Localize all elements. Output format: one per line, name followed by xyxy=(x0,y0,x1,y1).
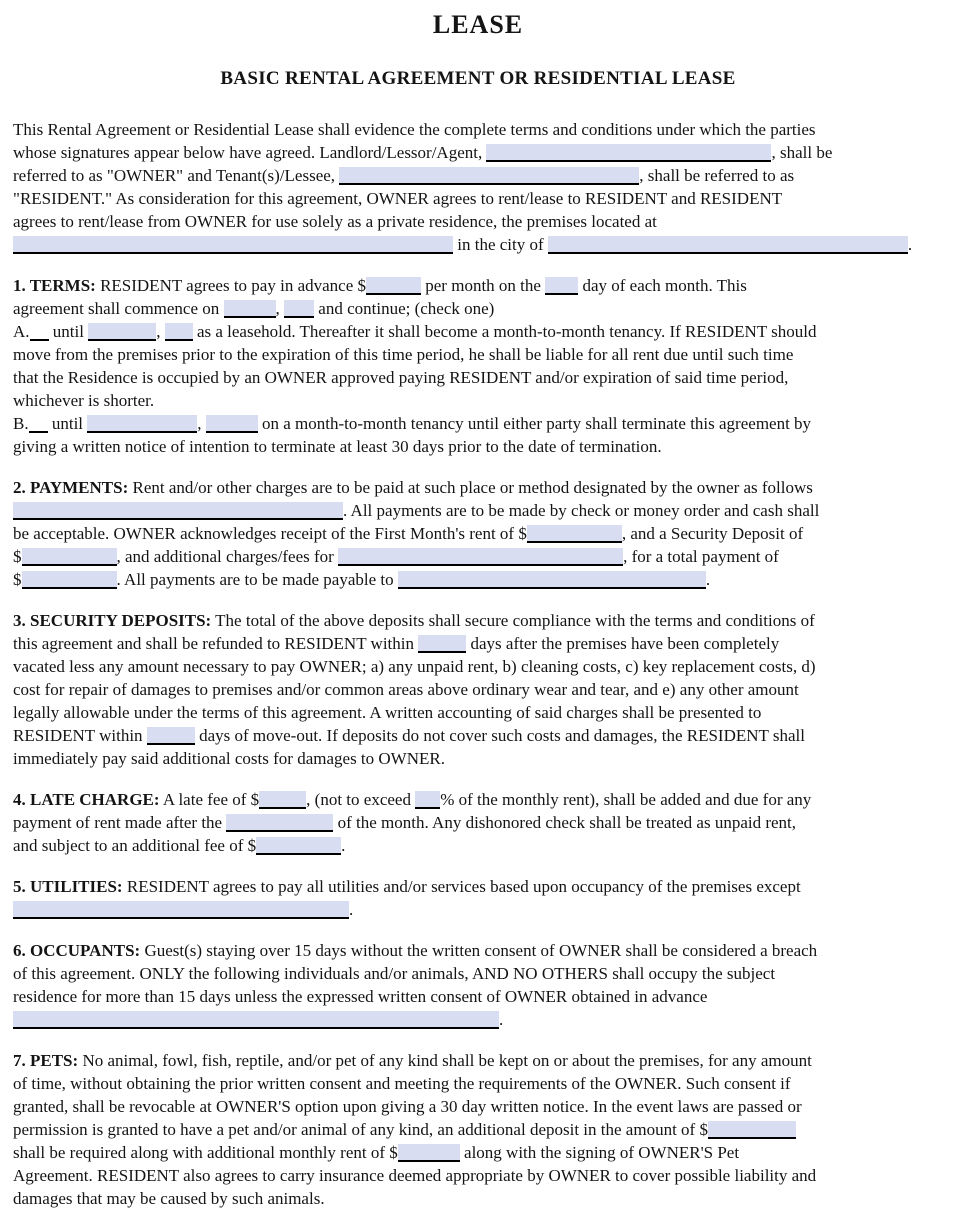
fillable-blank-field[interactable] xyxy=(418,635,466,653)
fillable-blank-field[interactable] xyxy=(398,1144,460,1162)
text-line: Agreement. RESIDENT also agrees to carry insurance deemed appropriate by OWNER to cover possible liability and xyxy=(13,1166,817,1185)
text-line: 6. OCCUPANTS: Guest(s) staying over 15 days without the written consent of OWNER shall be considered a breach xyxy=(13,941,818,960)
blank-underline xyxy=(29,419,48,433)
paragraph-intro xyxy=(13,118,943,256)
paragraph-pets xyxy=(13,1049,943,1208)
paragraph-security-deposits xyxy=(13,609,943,770)
fillable-blank-field[interactable] xyxy=(284,300,314,318)
fillable-blank-field[interactable] xyxy=(224,300,276,318)
text-line: 2. PAYMENTS: Rent and/or other charges are to be paid at such place or method designated by the owner as follows xyxy=(13,478,813,497)
fillable-blank-field[interactable] xyxy=(13,502,343,520)
fillable-blank-field[interactable] xyxy=(415,791,440,809)
fillable-blank-field[interactable] xyxy=(339,167,639,185)
paragraph-terms xyxy=(13,274,943,458)
text-line: move from the premises prior to the expiration of this time period, he shall be liable for all rent due until such time xyxy=(13,345,794,364)
text-line: that the Residence is occupied by an OWNER approved paying RESIDENT and/or expiration of said time period, xyxy=(13,368,789,387)
text-line: immediately pay said additional costs for damages to OWNER. xyxy=(13,749,445,768)
fillable-blank-field[interactable] xyxy=(147,727,195,745)
fillable-blank-field[interactable] xyxy=(87,415,197,433)
text-line: shall be required along with additional monthly rent of $ along with the signing of OWNER'S Pet xyxy=(13,1143,740,1162)
text-line: this agreement and shall be refunded to RESIDENT within days after the premises have been completely xyxy=(13,634,780,653)
paragraph-utilities xyxy=(13,875,943,921)
text-line: whichever is shorter. xyxy=(13,391,155,410)
text-line: cost for repair of damages to premises and/or common areas above ordinary wear and tear, and e) any other amount xyxy=(13,680,799,699)
text-line: of time, without obtaining the prior written consent and meeting the requirements of the OWNER. Such consent if xyxy=(13,1074,791,1093)
text-line: permission is granted to have a pet and/or animal of any kind, an additional deposit in the amount of $ xyxy=(13,1118,943,1141)
fillable-blank-field[interactable] xyxy=(256,837,341,855)
fillable-blank-field[interactable] xyxy=(88,323,156,341)
text-line: 7. PETS: No animal, fowl, fish, reptile, and/or pet of any kind shall be kept on or about the premises, for any amount xyxy=(13,1051,812,1070)
text-line: be acceptable. OWNER acknowledges receipt of the First Month's rent of $ , and a Security Deposit of xyxy=(13,524,804,543)
fillable-blank-field[interactable] xyxy=(206,415,258,433)
fillable-blank-field[interactable] xyxy=(165,323,193,341)
fillable-blank-field[interactable] xyxy=(22,548,117,566)
section-heading: 6. OCCUPANTS: xyxy=(13,941,141,960)
fillable-blank-field[interactable] xyxy=(13,1011,499,1029)
text-line: payment of rent made after the of the month. Any dishonored check shall be treated as unpaid rent, xyxy=(13,813,797,832)
fillable-blank-field[interactable] xyxy=(486,144,771,162)
section-heading: 7. PETS: xyxy=(13,1051,79,1070)
text-line: and subject to an additional fee of $ . xyxy=(13,836,346,855)
section-heading: 5. UTILITIES: xyxy=(13,877,123,896)
fillable-blank-field[interactable] xyxy=(13,901,349,919)
fillable-blank-field[interactable] xyxy=(398,571,706,589)
text-line: RESIDENT within days of move-out. If deposits do not cover such costs and damages, the RESIDENT shall xyxy=(13,726,805,745)
blank-underline xyxy=(30,327,49,341)
text-line: 3. SECURITY DEPOSITS: The total of the above deposits shall secure compliance with the terms and conditions of xyxy=(13,611,815,630)
paragraph-payments xyxy=(13,476,943,591)
fillable-blank-field[interactable] xyxy=(22,571,117,589)
text-line: vacated less any amount necessary to pay OWNER; a) any unpaid rent, b) cleaning costs, c) key replacement costs, d) xyxy=(13,657,816,676)
section-heading: 4. LATE CHARGE: xyxy=(13,790,160,809)
text-line: . xyxy=(13,898,943,921)
text-line: 5. UTILITIES: RESIDENT agrees to pay all utilities and/or services based upon occupancy of the premises except xyxy=(13,877,801,896)
text-line: This Rental Agreement or Residential Lease shall evidence the complete terms and conditions under which the parties xyxy=(13,120,816,139)
text-line: damages that may be caused by such animals. xyxy=(13,1189,325,1208)
fillable-blank-field[interactable] xyxy=(13,236,453,254)
text-line: legally allowable under the terms of this agreement. A written accounting of said charges shall be presented to xyxy=(13,703,762,722)
fillable-blank-field[interactable] xyxy=(226,814,333,832)
text-line: residence for more than 15 days unless the expressed written consent of OWNER obtained in advance xyxy=(13,987,708,1006)
document-title: LEASE xyxy=(432,10,524,39)
text-line: granted, shall be revocable at OWNER'S option upon giving a 30 day written notice. In the event laws are passed or xyxy=(13,1097,802,1116)
text-line: A. until , as a leasehold. Thereafter it shall become a month-to-month tenancy. If RESIDENT should xyxy=(13,322,817,341)
fillable-blank-field[interactable] xyxy=(545,277,578,295)
section-heading: 1. TERMS: xyxy=(13,276,96,295)
paragraph-late-charge xyxy=(13,788,943,857)
text-line: . All payments are to be made by check or money order and cash shall xyxy=(13,499,943,522)
text-line: of this agreement. ONLY the following individuals and/or animals, AND NO OTHERS shall occupy the subject xyxy=(13,964,776,983)
fillable-blank-field[interactable] xyxy=(366,277,421,295)
paragraph-occupants xyxy=(13,939,943,1031)
text-line: $ . All payments are to be made payable to . xyxy=(13,570,711,589)
text-line: "RESIDENT." As consideration for this agreement, OWNER agrees to rent/lease to RESIDENT and RESIDENT xyxy=(13,189,783,208)
fillable-blank-field[interactable] xyxy=(527,525,622,543)
text-line: . xyxy=(13,1008,943,1031)
text-line: agreement shall commence on , and continue; (check one) xyxy=(13,299,495,318)
text-line: B. until , on a month-to-month tenancy until either party shall terminate this agreement by xyxy=(13,414,812,433)
text-line: 1. TERMS: RESIDENT agrees to pay in advance $ per month on the day of each month. This xyxy=(13,276,747,295)
fillable-blank-field[interactable] xyxy=(548,236,908,254)
text-line: in the city of . xyxy=(13,233,943,256)
text-line: whose signatures appear below have agreed. Landlord/Lessor/Agent, , shall be xyxy=(13,143,833,162)
text-line: giving a written notice of intention to terminate at least 30 days prior to the date of termination. xyxy=(13,437,662,456)
fillable-blank-field[interactable] xyxy=(708,1121,796,1139)
document-subtitle: BASIC RENTAL AGREEMENT OR RESIDENTIAL LEASE xyxy=(220,68,736,89)
text-line: $ , and additional charges/fees for , for a total payment of xyxy=(13,547,779,566)
section-heading: 2. PAYMENTS: xyxy=(13,478,129,497)
fillable-blank-field[interactable] xyxy=(338,548,623,566)
text-line: referred to as "OWNER" and Tenant(s)/Lessee, , shall be referred to as xyxy=(13,166,795,185)
text-line: agrees to rent/lease from OWNER for use solely as a private residence, the premises located at xyxy=(13,212,657,231)
text-line: 4. LATE CHARGE: A late fee of $ , (not to exceed % of the monthly rent), shall be added and due for any xyxy=(13,790,812,809)
fillable-blank-field[interactable] xyxy=(259,791,306,809)
document-body xyxy=(13,118,943,1208)
section-heading: 3. SECURITY DEPOSITS: xyxy=(13,611,212,630)
